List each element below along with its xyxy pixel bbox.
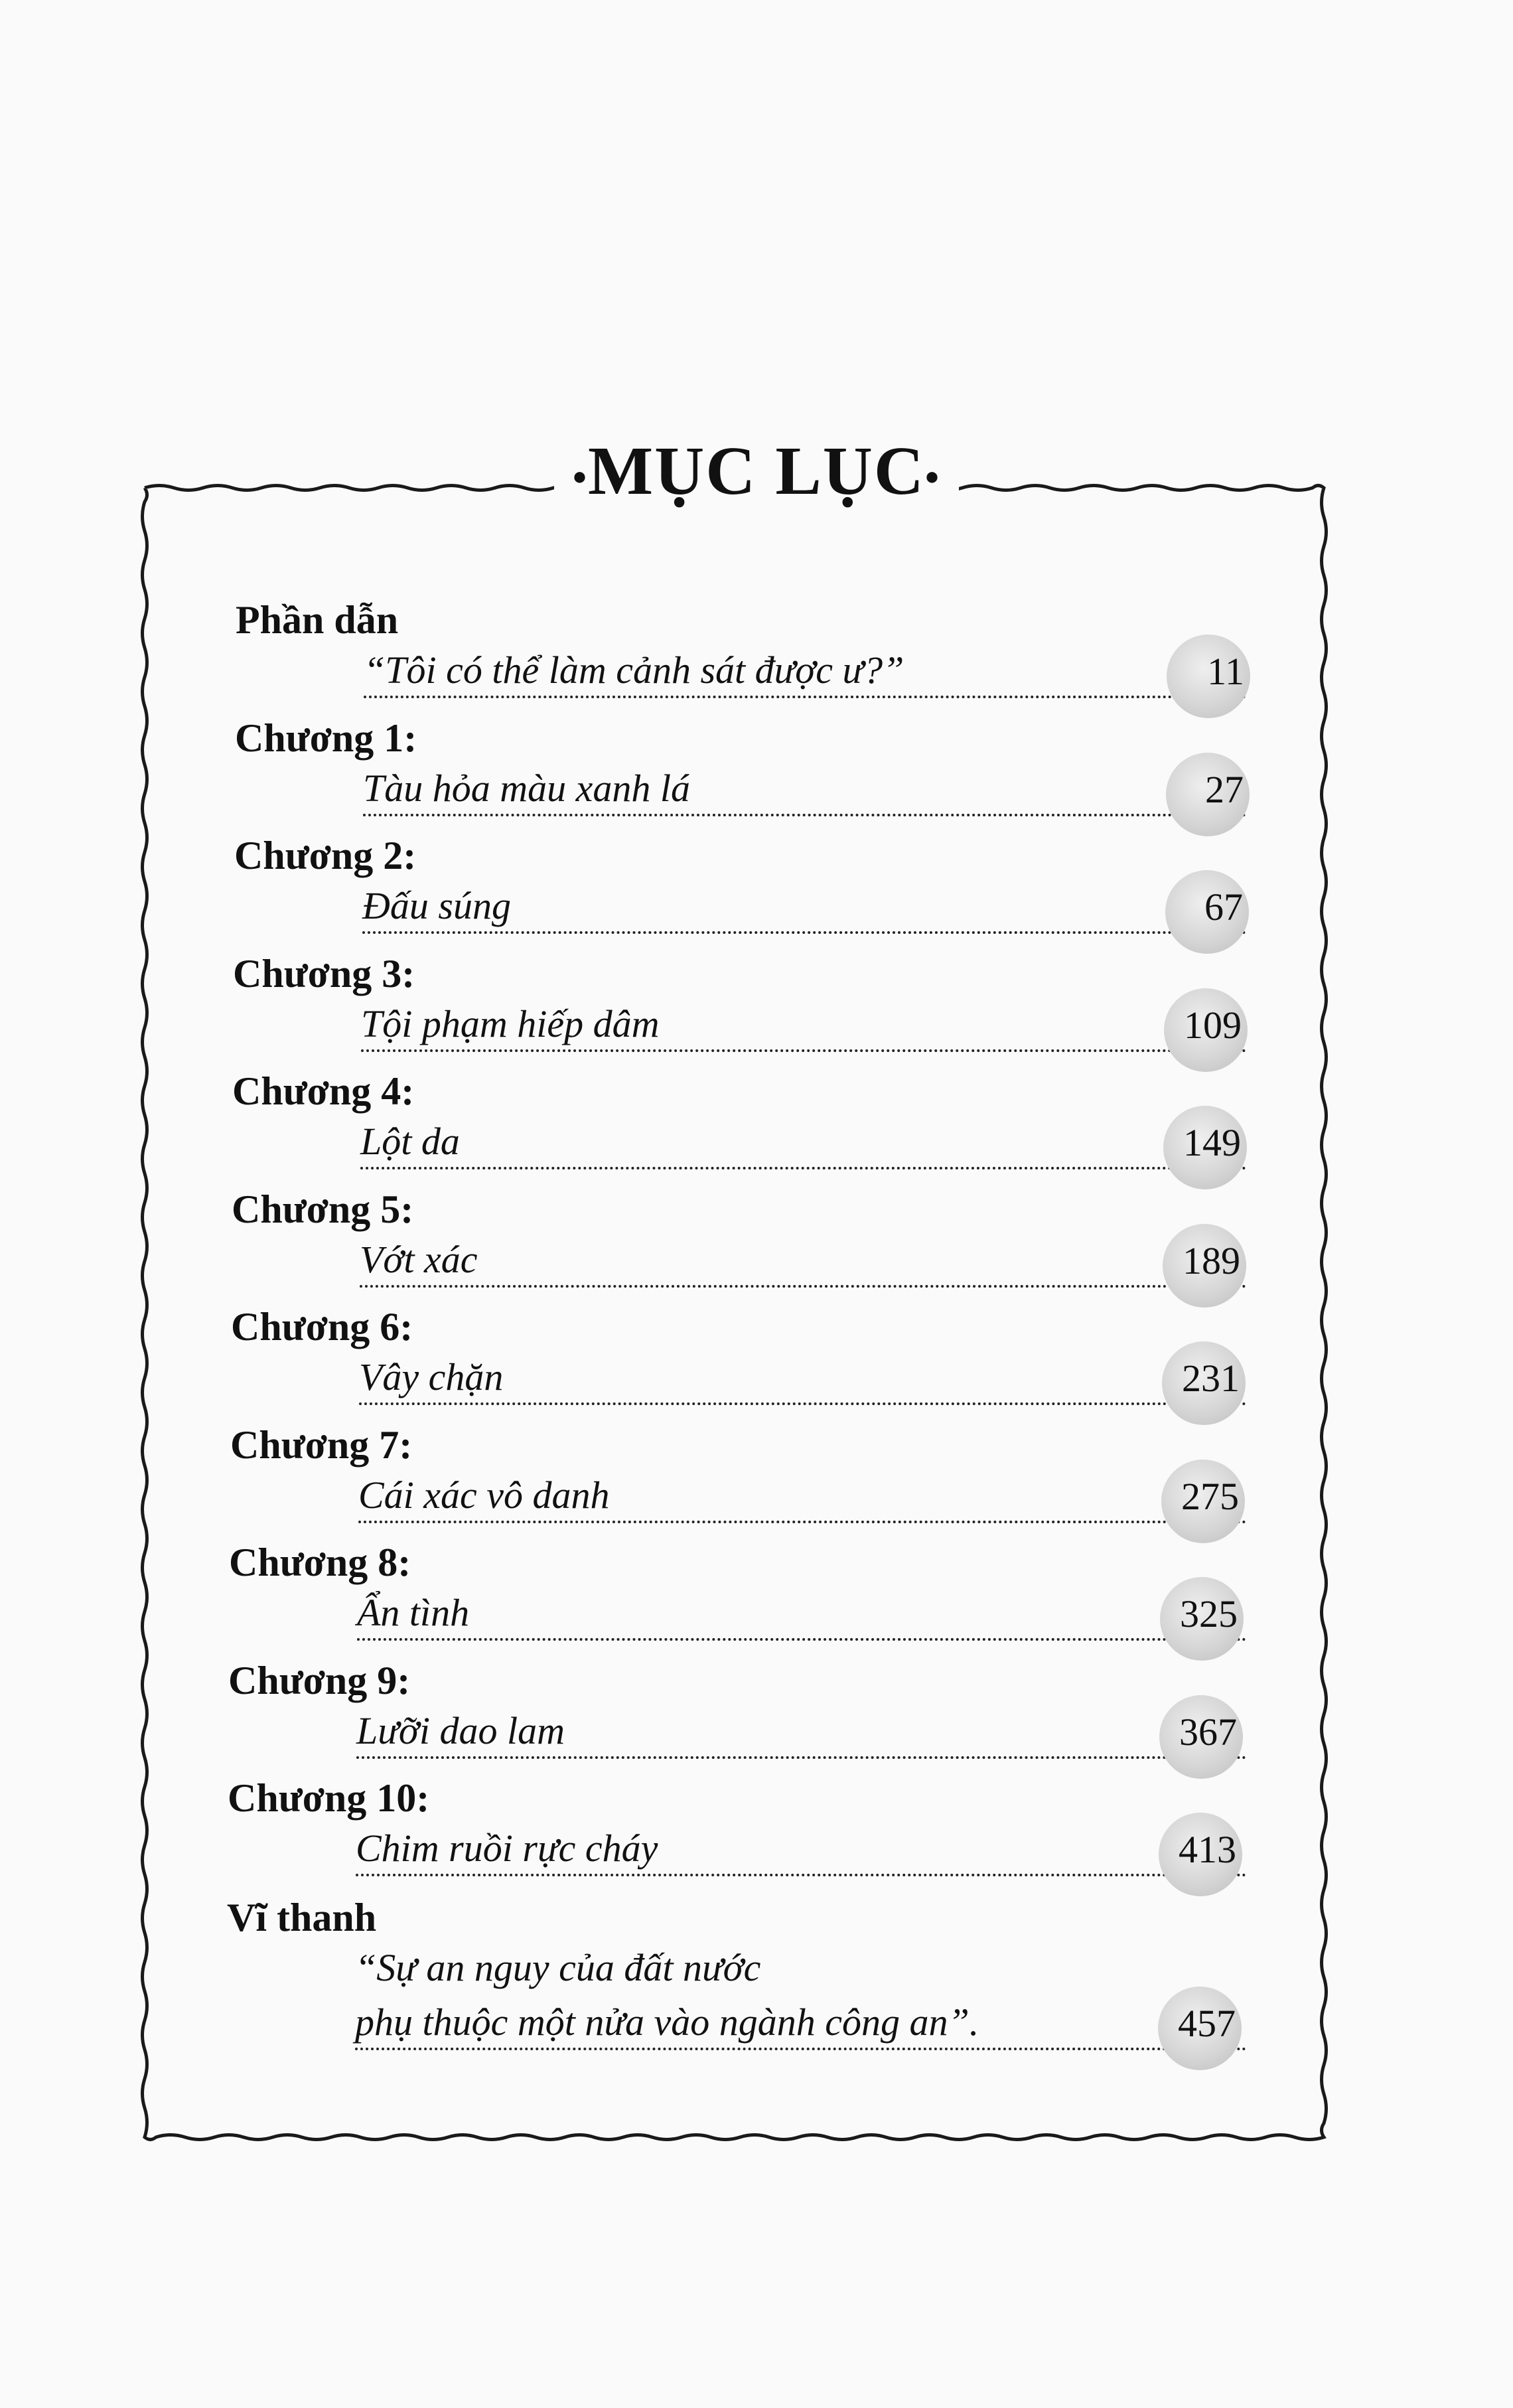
- entry-heading: Phần dẫn: [236, 598, 399, 642]
- entry-underline: [362, 931, 1246, 934]
- entry-title-line: Đấu súng: [362, 884, 511, 927]
- title-left-dot: •: [573, 455, 589, 500]
- entry-underline: [361, 1049, 1246, 1052]
- page-number: 27: [1205, 768, 1244, 811]
- entry-title-line: Tàu hỏa màu xanh lá: [363, 767, 690, 810]
- page-number: 189: [1183, 1239, 1240, 1282]
- entry-underline: [364, 696, 1246, 698]
- entry-heading: Vĩ thanh: [227, 1896, 377, 1939]
- entry-underline: [356, 1756, 1246, 1759]
- entry-heading: Chương 6:: [231, 1305, 413, 1349]
- entry-underline: [357, 1638, 1246, 1641]
- title-right-dot: •: [924, 455, 940, 500]
- entry-heading: Chương 7:: [230, 1423, 413, 1467]
- entry-underline: [356, 1874, 1246, 1876]
- page-number: 413: [1179, 1828, 1236, 1871]
- page-number: 367: [1179, 1710, 1237, 1754]
- entry-title-line: Vớt xác: [360, 1238, 478, 1281]
- entry-underline: [360, 1285, 1246, 1288]
- page-number: 325: [1180, 1592, 1238, 1635]
- entry-title-line: Cái xác vô danh: [358, 1473, 610, 1517]
- entry-underline: [355, 2048, 1246, 2050]
- entry-title-line: Tội phạm hiếp dâm: [361, 1002, 660, 1045]
- entry-title-line: phụ thuộc một nửa vào ngành công an”.: [355, 2000, 979, 2044]
- entry-heading: Chương 5:: [232, 1187, 414, 1231]
- entry-title-line: Vây chặn: [359, 1355, 504, 1398]
- page-number: 275: [1181, 1475, 1239, 1518]
- entry-heading: Chương 10:: [228, 1776, 430, 1820]
- page-number: 231: [1182, 1357, 1240, 1400]
- entry-title-line: Lột da: [360, 1120, 460, 1163]
- entry-underline: [359, 1402, 1246, 1405]
- entry-heading: Chương 1:: [235, 716, 417, 760]
- entry-heading: Chương 9:: [228, 1659, 411, 1702]
- entry-heading: Chương 8:: [229, 1541, 411, 1584]
- entry-title-line: Lưỡi dao lam: [356, 1709, 565, 1752]
- entry-title-line: “Sự an nguy của đất nước: [355, 1946, 761, 1989]
- entry-title-line: “Tôi có thể làm cảnh sát được ư?”: [364, 648, 904, 692]
- page-number: 11: [1207, 650, 1244, 693]
- title-text: MỤC LỤC: [588, 433, 925, 509]
- entry-title-line: Ẩn tình: [357, 1591, 470, 1634]
- page-number: 109: [1184, 1004, 1242, 1047]
- entry-underline: [360, 1167, 1246, 1169]
- entry-underline: [358, 1521, 1246, 1523]
- entry-heading: Chương 4:: [232, 1069, 415, 1113]
- entry-heading: Chương 3:: [233, 952, 415, 996]
- page-number: 149: [1183, 1121, 1241, 1164]
- page-number: 457: [1178, 2002, 1236, 2045]
- entry-underline: [363, 814, 1246, 816]
- entry-title-line: Chim ruồi rực cháy: [356, 1827, 658, 1870]
- entry-heading: Chương 2:: [234, 834, 417, 877]
- page-number: 67: [1204, 885, 1243, 929]
